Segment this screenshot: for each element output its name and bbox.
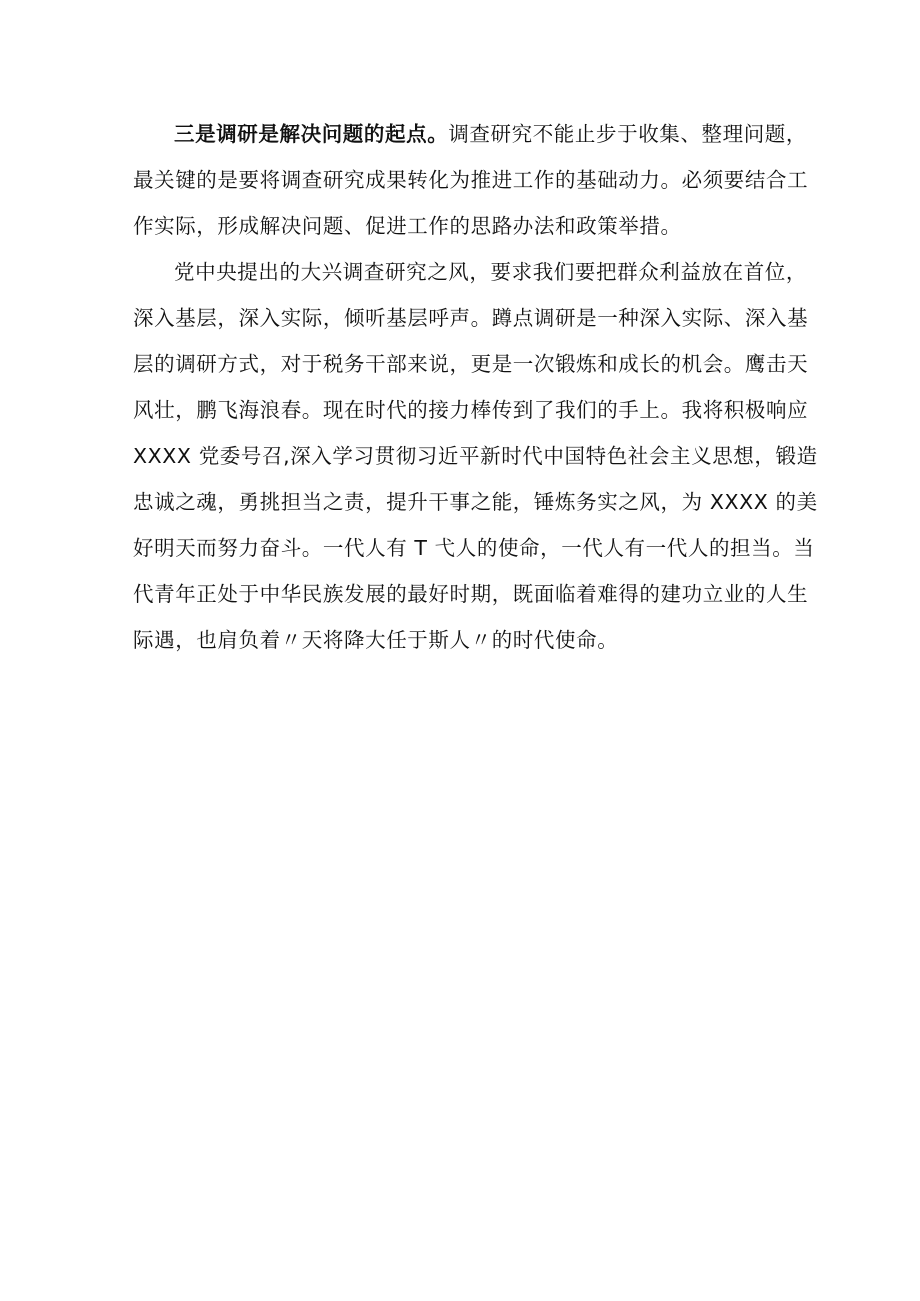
paragraph-line: 作实际，形成解决问题、促进工作的思路办法和政策举措。 <box>133 214 682 238</box>
document-body <box>133 111 818 663</box>
paragraph-line: 好明天而努力奋斗。一代人有 T 弋人的使命，一代人有一代人的担当。当 <box>133 536 815 560</box>
paragraph-line: 最关键的是要将调查研究成果转化为推进工作的基础动力。必须要结合工 <box>133 168 809 192</box>
paragraph-line: 党中央提出的大兴调查研究之风，要求我们要把群众利益放在首位， <box>174 260 807 284</box>
paragraph-heading: 三是调研是解决问题的起点。 <box>174 122 449 146</box>
paragraph-line <box>133 111 808 157</box>
paragraph-text: 调查研究不能止步于收集、整理问题， <box>448 122 808 146</box>
paragraph-2 <box>133 249 818 663</box>
paragraph-line: 代青年正处于中华民族发展的最好时期，既面临着难得的建功立业的人生 <box>133 582 809 606</box>
paragraph-1 <box>133 111 809 249</box>
paragraph-line: 层的调研方式，对于税务干部来说，更是一次锻炼和成长的机会。鹰击天 <box>133 352 809 376</box>
paragraph-line: 深入基层，深入实际，倾听基层呼声。蹲点调研是一种深入实际、深入基 <box>133 306 809 330</box>
paragraph-line: XXXX 党委号召,深入学习贯彻习近平新时代中国特色社会主义思想，锻造 <box>133 444 818 468</box>
paragraph-line: 际遇，也肩负着〃天将降大任于斯人〃的时代使命。 <box>133 628 619 652</box>
paragraph-line: 风壮，鹏飞海浪春。现在时代的接力棒传到了我们的手上。我将积极响应 <box>133 398 809 422</box>
paragraph-line: 忠诚之魂，勇挑担当之责，提升干事之能，锤炼务实之风，为 XXXX 的美 <box>133 490 818 514</box>
